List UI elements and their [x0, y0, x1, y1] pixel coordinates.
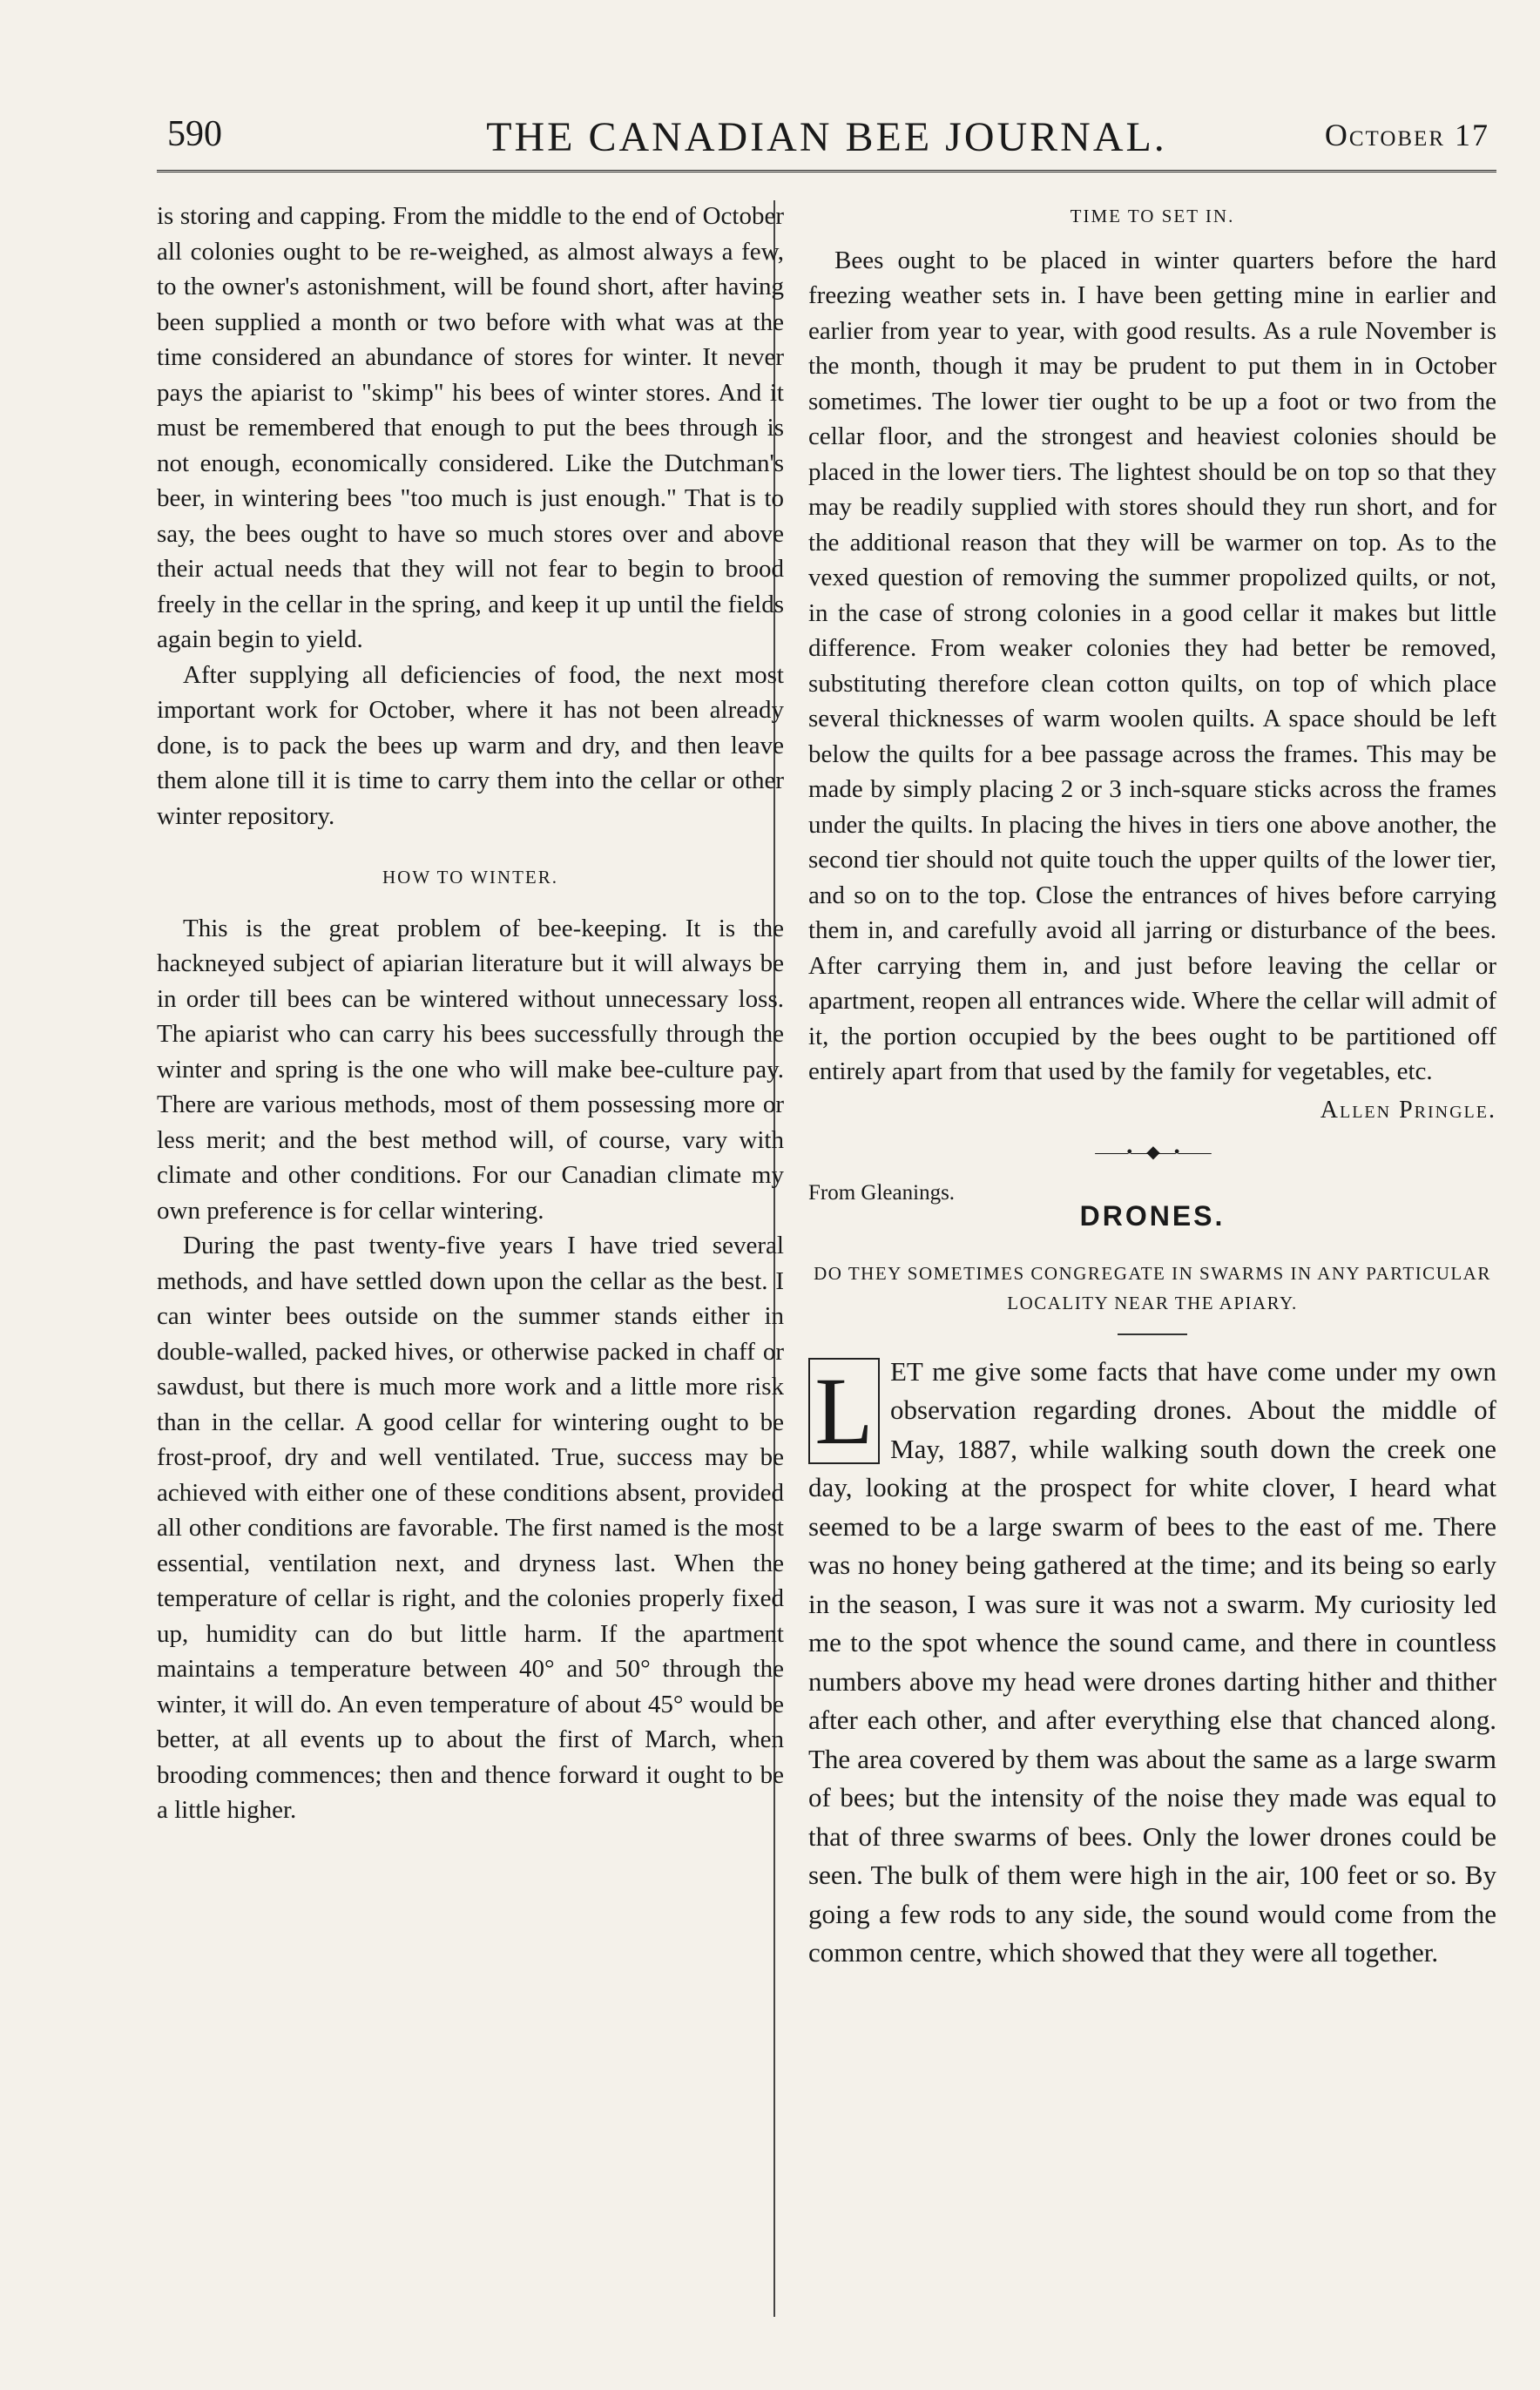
left-column: [157, 199, 784, 1828]
paragraph: ET me give some facts that have come under my own observation regarding drones. About the middle of May, 1887, while walking south down the creek one day, looking at the prospect for white clover, I heard what seemed to be a large swarm of bees to the east of me. There was no honey being gathered at the time; and its being so early in the season, I was sure it was not a swarm. My curiosity led me to the spot whence the sound came, and there in countless numbers above my head were drones darting hither and thither after each other, and after everything else that chanced along. The area covered by them was about the same as a large swarm of bees; but the intensity of the noise they made was equal to that of three swarms of bees. Only the lower drones could be seen. The bulk of them were high in the air, 100 feet or so. By going a few rods to any side, the sound would come from the common centre, which showed that they were all together.: [808, 1355, 1496, 1968]
section-heading-how-to-winter: HOW TO WINTER.: [382, 867, 559, 888]
header-rule: [157, 170, 1496, 172]
article-title: DRONES.: [1079, 1200, 1226, 1232]
paragraph: is storing and capping. From the middle to the end of October all colonies ought to be re-weighed, as almost always a few, to the owner's astonishment, will be found short, after having been supplied a month or two before with what was at the time considered an abundance of stores for winter. It never pays the apiarist to "skimp" his bees of winter stores. And it must be remembered that enough to put the bees through is not enough, economically considered. Like the Dutchman's beer, in wintering bees "too much is just enough." That is to say, the bees ought to have so much stores over and above their actual needs that they will not fear to begin to brood freely in the cellar in the spring, and keep it up until the fields again begin to yield.: [157, 202, 784, 653]
paragraph: Bees ought to be placed in winter quarters before the hard freezing weather sets in. I have been getting mine in earlier and earlier from year to year, with good results. As a rule November is the month, though it may be prudent to put them in in October sometimes. The lower tier ought to be up a foot or two from the cellar floor, and the strongest and heaviest colonies should be placed in the lower tiers. The lightest should be on top so that they may be readily supplied with stores should they run short, and for the additional reason that they will be warmer on top. As to the vexed question of removing the summer propolized quilts, or not, in the case of strong colonies in a good cellar it makes but little difference. From weaker colonies they had better be removed, substituting therefore clean cotton quilts, on top of which place several thicknesses of warm woolen quilts. A space should be left below the quilts for a bee passage across the frames. This may be made by simply placing 2 or 3 inch-square sticks across the frames under the quilts. In placing the hives in tiers one above another, the second tier should not quite touch the upper quilts of the lower tier, and so on to the top. Close the entrances of hives before carrying them in, and carefully avoid all jarring or disturbance of the bees. After carrying them in, and just before leaving the cellar or apartment, reopen all entrances wide. Where the cellar will admit of it, the portion occupied by the bees ought to be partitioned off entirely apart from that used by the family for vegetables, etc.: [808, 246, 1496, 1085]
paragraph: After supplying all deficiencies of food, the next most important work for October, where it has not been already done, is to pack the bees up warm and dry, and then leave them alone till it is time to carry them into the cellar or other winter repository.: [157, 660, 784, 830]
page-header: [157, 103, 1496, 172]
article-subtitle: DO THEY SOMETIMES CONGREGATE IN SWARMS IN ANY PARTICULAR LOCALITY NEAR THE APIARY.: [814, 1262, 1491, 1313]
article-body: [808, 1353, 1496, 1973]
ornament-divider: ——•—◆—•——: [1095, 1143, 1210, 1162]
drop-cap: L: [808, 1358, 880, 1464]
journal-title: THE CANADIAN BEE JOURNAL.: [486, 114, 1167, 160]
paragraph: During the past twenty-five years I have tried several methods, and have settled down upon the cellar as the best. I can winter bees outside on the summer stands either in double-walled, packed hives, or otherwise packed in chaff or sawdust, but there is much more work and a little more risk than in the cellar. A good cellar for wintering ought to be frost-proof, dry and well ventilated. True, success may be achieved with either one of these conditions absent, provided all other conditions are favorable. The first named is the most essential, ventilation next, and dryness last. When the temperature of cellar is right, and the colonies properly fixed up, humidity can do but little harm. If the apartment maintains a temperature between 40° and 50° through the winter, it will do. An even temperature of about 45° would be better, at all events up to about the first of March, when brooding commences; then and thence forward it ought to be a little higher.: [157, 1232, 784, 1824]
paragraph: This is the great problem of bee-keeping. It is the hackneyed subject of apiarian literature but it will always be in order till bees can be wintered without unnecessary loss. The apiarist who can carry his bees successfully through the winter and spring is the one who will make bee-culture pay. There are various methods, most of them possessing more or less merit; and the best method will, of course, vary with climate and other conditions. For our Canadian climate my own preference is for cellar wintering.: [157, 914, 784, 1225]
author-signature: Allen Pringle.: [1320, 1096, 1496, 1124]
page-number: 590: [167, 114, 222, 154]
subtitle-rule: [1118, 1333, 1187, 1335]
right-column: [808, 199, 1496, 1973]
issue-date: October 17: [1324, 118, 1489, 152]
article-source: From Gleanings.: [808, 1180, 956, 1205]
section-heading-time-to-set-in: TIME TO SET IN.: [1070, 206, 1235, 226]
